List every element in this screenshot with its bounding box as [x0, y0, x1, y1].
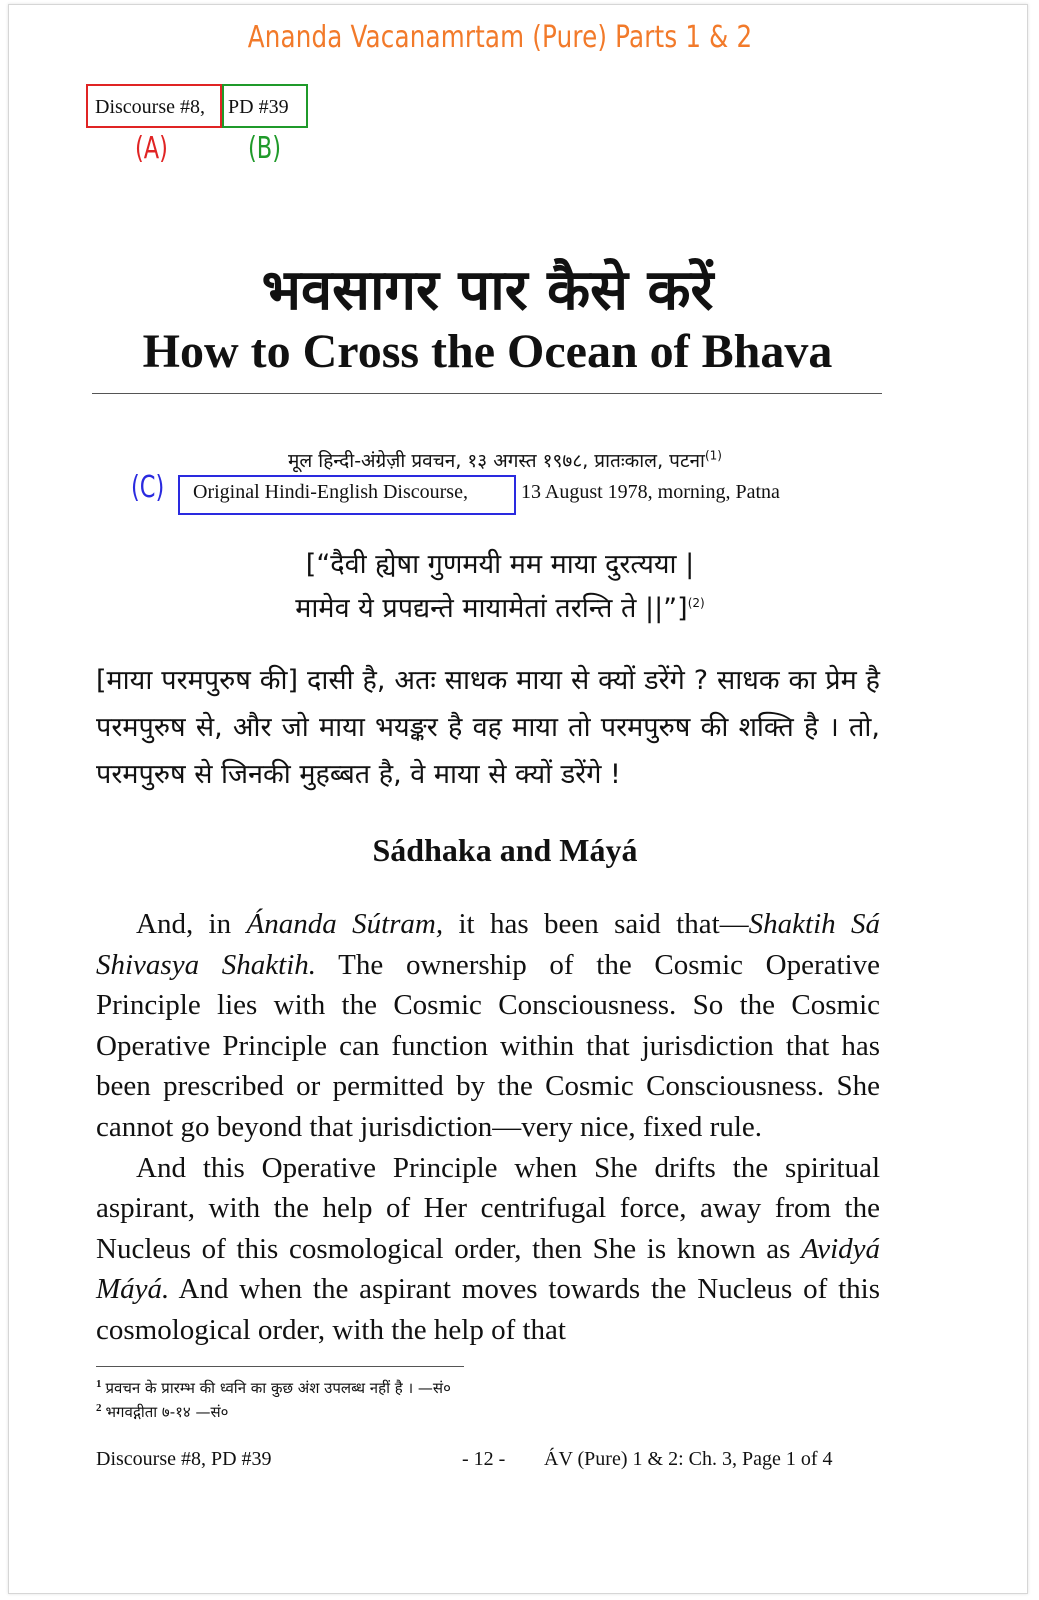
footer-discourse-ref: Discourse #8, PD #39 — [96, 1448, 272, 1470]
section-heading: Sádhaka and Máyá — [372, 832, 638, 868]
page — [8, 4, 1028, 1594]
annotation-label-a: (A) — [135, 131, 168, 166]
footnote-divider — [96, 1366, 464, 1367]
shloka-line-2: मामेव ये प्रपद्यन्ते मायामेतां तरन्ति ते ||”]$^{(2)}$ — [295, 593, 705, 624]
hindi-paragraph: [माया परमपुरुष की] दासी है, अतः साधक माया से क्यों डरेंगे ? साधक का प्रेम है परमपुरुष से, और जो माया भयङ्कर है वह माया तो परमपुरुष की शक्ति है । तो, परमपुरुष से जिनकी मुहब्बत है, वे माया से क्यों डरेंगे ! — [96, 665, 880, 790]
title-hindi: भवसागर पार कैसे करें — [261, 258, 714, 323]
footnote-1: $^1$ प्रवचन के प्रारम्भ की ध्वनि का कुछ अंश उपलब्ध नहीं है । —सं० — [96, 1378, 451, 1397]
discourse-meta-english-boxed: Original Hindi-English Discourse, — [193, 481, 468, 503]
footer-chapter-ref: ÁV (Pure) 1 & 2: Ch. 3, Page 1 of 4 — [544, 1448, 833, 1470]
title-divider — [92, 393, 882, 394]
footnote-2: $^2$ भगवद्गीता ७-१४ —सं० — [96, 1402, 229, 1421]
footer-page-number: - 12 - — [462, 1448, 506, 1470]
title-english: How to Cross the Ocean of Bhava — [142, 325, 833, 378]
annotation-label-c: (C) — [131, 470, 165, 505]
body-paragraph-1: And, in Ánanda Sútram, it has been said that—Shaktih Sá Shivasya Shaktih. The ownership of the Cosmic Operative Principle lies with the Cosmic Consciousness. So the Cosmic Operative Principle can function within that jurisdiction that has been prescribed or permitted by the Cosmic Consciousness. She cannot go beyond that jurisdiction—very nice, fixed rule. — [96, 908, 881, 1143]
footnote-ref-2: (2) — [687, 596, 705, 610]
shloka-line-1: [“दैवी ह्येषा गुणमयी मम माया दुरत्यया | — [305, 549, 695, 580]
header-discourse-number: Discourse #8, — [95, 96, 205, 118]
annotation-label-b: (B) — [248, 131, 281, 166]
discourse-meta-hindi: मूल हिन्दी-अंग्रेज़ी प्रवचन, १३ अगस्त १९७८, प्रातःकाल, पटना$^{(1)}$ — [288, 448, 722, 472]
document-banner-title: Ananda Vacanamrtam (Pure) Parts 1 & 2 — [247, 20, 753, 55]
header-pd-number: PD #39 — [228, 96, 289, 118]
footnote-ref-1: (1) — [704, 448, 722, 463]
discourse-meta-english-date: 13 August 1978, morning, Patna — [521, 481, 780, 503]
body-text — [96, 904, 880, 1351]
body-paragraph-2: And this Operative Principle when She drifts the spiritual aspirant, with the help of Her centrifugal force, away from the Nucleus of this cosmological order, then She is known as Avidyá Máyá. And when the aspirant moves towards the Nucleus of this cosmological order, with the help of that — [96, 1151, 880, 1346]
